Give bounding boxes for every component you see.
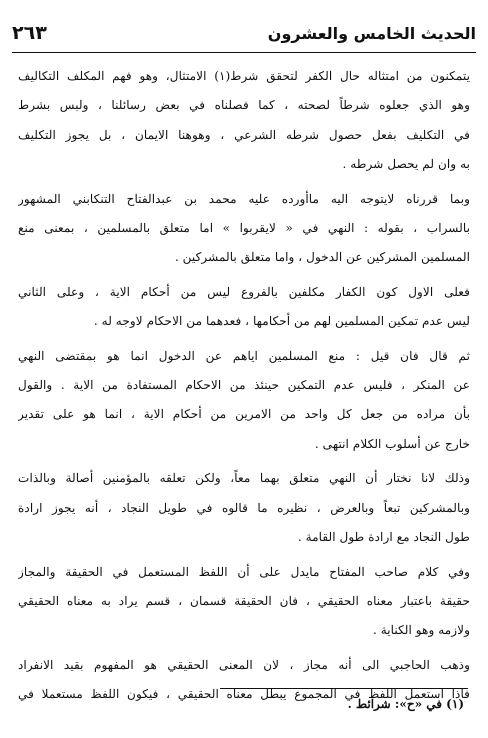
page-body — [18, 62, 470, 715]
paragraph — [18, 558, 470, 646]
text-line: وبما قررناه لايتوجه اليه ماأورده عليه محمد بن عبدالفتاح التنكابني المشهور — [18, 191, 470, 206]
text-line: في التكليف بفعل حصول شرطه الشرعي ، وهوهنا الايمان ، بل يجوز التكليف — [18, 127, 470, 142]
paragraph — [18, 464, 470, 552]
header-divider — [12, 52, 476, 53]
text-line: فعلى الاول كون الكفار مكلفين بالفروع ليس من أحكام الاية ، وعلى الثاني — [18, 284, 470, 299]
text-line: ليس عدم تمكين المسلمين لهم من أحكامها ، فعدهما من الاحكام لاوجه له . — [93, 314, 470, 329]
text-line: عن المنكر ، فليس عدم التمكين حينئذ من الاحكام المستفادة من الاية . والقول — [18, 378, 470, 393]
page-header — [12, 16, 476, 50]
text-line: به وان لم يحصل شرطه . — [342, 157, 470, 172]
text-line: ولازمه وهو الكناية . — [372, 623, 470, 638]
paragraph — [18, 185, 470, 273]
page-number: ٢٦٣ — [12, 22, 47, 44]
text-line: المسلمين المشركين عن الدخول ، واما متعلق بالمشركين . — [174, 250, 470, 265]
text-line: يتمكنون من امتثاله حال الكفر لتحقق شرط(١) الامتثال، وهو فهم المكلف التكاليف — [18, 69, 470, 83]
text-line: ثم قال فان قيل : منع المسلمين اياهم عن الدخول انما هو بمقتضى النهي — [18, 348, 470, 363]
text-line: خارج عن أسلوب الكلام انتهى . — [314, 436, 470, 451]
footnote: (١) في «ح»: شرائط . — [347, 697, 464, 711]
paragraph — [18, 62, 470, 180]
text-line: وهو الذي جعلوه شرطاً لصحته ، كما فصلناه في بعض رسائلنا ، ولبس بشرط — [18, 98, 470, 113]
text-line: حقيقة باعتبار معناه الحقيقي ، فان الحقيقة قسمان ، قسم يراد به معناه الحقيقي — [18, 593, 470, 608]
paragraph — [18, 342, 470, 460]
footnote-divider — [220, 688, 468, 689]
text-line: بأن مراده من جعل كل واحد من الامرين من أحكام الاية ، انما هو على تقدير — [18, 407, 470, 422]
text-line: بالسراب ، بقوله : النهي في « لايقربوا » اما متعلق بالمسلمين ، بمعنى منع — [18, 221, 470, 236]
text-line: طول النجاد مع ارادة طول القامة . — [297, 530, 470, 545]
text-line: وذلك لانا نختار أن النهي متعلق بهما معاً، ولكن تعلقه بالمؤمنين أصالة وبالذات — [18, 471, 470, 486]
paragraph — [18, 278, 470, 337]
text-line: وبالمشركين تبعاً وبالعرض ، نظيره ما قالوه في طويل النجاد ، أنه يجوز ارادة — [18, 500, 470, 515]
text-line: وفي كلام صاحب المفتاح مايدل على أن اللفظ المستعمل في الحقيقة والمجاز — [18, 564, 470, 579]
running-title: الحديث الخامس والعشرون — [267, 23, 476, 43]
text-line: وذهب الحاجبي الى أنه مجاز ، لان المعنى الحقيقي هو المفهوم بقيد الانفراد — [18, 657, 470, 672]
text-line: فاذا استعمل اللفظ في المجموع يبطل معناه الحقيقي ، فيكون اللفظ مستعملا في — [18, 687, 470, 702]
